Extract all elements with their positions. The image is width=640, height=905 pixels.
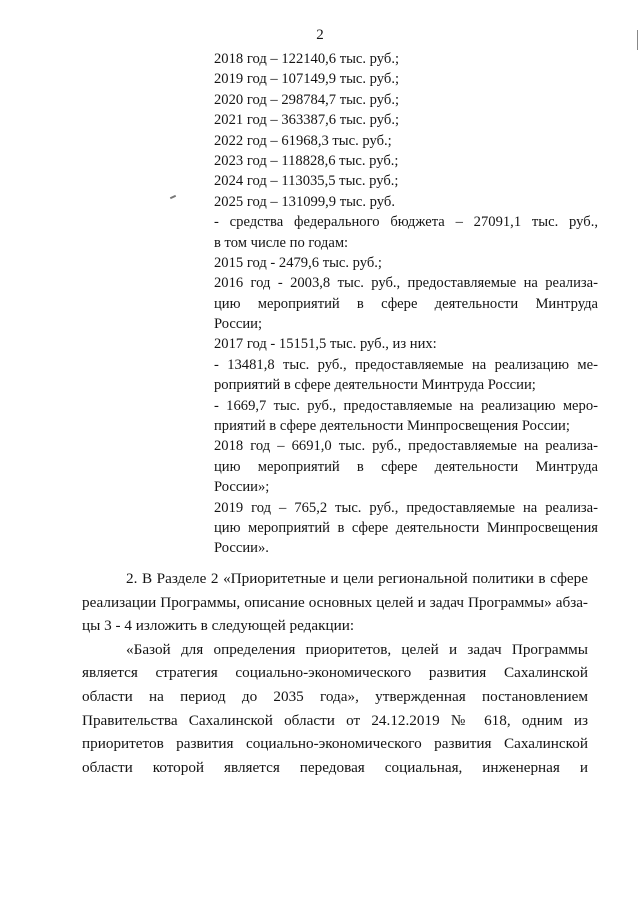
financing-block bbox=[214, 49, 598, 559]
federal-line: 2016 год - 2003,8 тыс. руб., предоставляемые на реализа- bbox=[214, 275, 598, 292]
budget-line: 2022 год – 61968,3 тыс. руб.; bbox=[214, 132, 392, 149]
federal-line: России». bbox=[214, 540, 269, 557]
federal-line: - средства федерального бюджета – 27091,1 тыс. руб., bbox=[214, 214, 598, 231]
section2-line: 2. В Разделе 2 «Приоритетные и цели региональной политики в сфере bbox=[126, 570, 588, 587]
federal-line: - 1669,7 тыс. руб., предоставляемые на реализацию меро- bbox=[214, 397, 598, 414]
federal-line: России»; bbox=[214, 479, 270, 496]
budget-line: 2020 год – 298784,7 тыс. руб.; bbox=[214, 91, 400, 108]
federal-line: 2018 год – 6691,0 тыс. руб., предоставляемые на реализа- bbox=[214, 438, 598, 455]
budget-line: 2019 год – 107149,9 тыс. руб.; bbox=[214, 71, 400, 88]
federal-line: приятий в сфере деятельности Минпросвещения России; bbox=[214, 418, 570, 435]
federal-line: 2017 год - 15151,5 тыс. руб., из них: bbox=[214, 336, 437, 353]
budget-line: 2018 год – 122140,6 тыс. руб.; bbox=[214, 51, 400, 67]
quote-line: является стратегия социально-экономического развития Сахалинской bbox=[82, 664, 588, 682]
federal-line: - 13481,8 тыс. руб., предоставляемые на реализацию ме- bbox=[214, 356, 598, 373]
main-text bbox=[82, 567, 588, 779]
budget-line: 2021 год – 363387,6 тыс. руб.; bbox=[214, 112, 400, 129]
quote-line: области которой является передовая социальная, инженерная и bbox=[82, 758, 588, 776]
quote-line: области на период до 2035 года», утвержденная постановлением bbox=[82, 687, 588, 705]
quote-line: Правительства Сахалинской области от 24.12.2019 № 618, одним из bbox=[82, 711, 588, 729]
budget-line: 2024 год – 113035,5 тыс. руб.; bbox=[214, 173, 399, 190]
federal-line: цию мероприятий в сфере деятельности Минпросвещения bbox=[214, 519, 598, 536]
budget-line: 2025 год – 131099,9 тыс. руб. bbox=[214, 193, 395, 210]
federal-line: цию мероприятий в сфере деятельности Минтруда bbox=[214, 295, 598, 312]
quote-line: приоритетов развития социально-экономического развития Сахалинской bbox=[82, 735, 588, 753]
section2-line: реализации Программы, описание основных целей и задач Программы» абза- bbox=[82, 593, 588, 611]
federal-line: 2015 год - 2479,6 тыс. руб.; bbox=[214, 254, 382, 271]
federal-line: 2019 год – 765,2 тыс. руб., предоставляемые на реализа- bbox=[214, 499, 598, 516]
quote-line: «Базой для определения приоритетов, целей и задач Программы bbox=[126, 640, 588, 658]
federal-line: в том числе по годам: bbox=[214, 234, 349, 251]
federal-line: цию мероприятий в сфере деятельности Минтруда bbox=[214, 458, 598, 475]
section2-line: цы 3 - 4 изложить в следующей редакции: bbox=[82, 617, 355, 635]
federal-line: России; bbox=[214, 316, 263, 333]
scan-speck bbox=[170, 195, 176, 199]
federal-line: роприятий в сфере деятельности Минтруда России; bbox=[214, 377, 536, 394]
page-number: 2 bbox=[316, 27, 324, 43]
budget-line: 2023 год – 118828,6 тыс. руб.; bbox=[214, 152, 399, 169]
